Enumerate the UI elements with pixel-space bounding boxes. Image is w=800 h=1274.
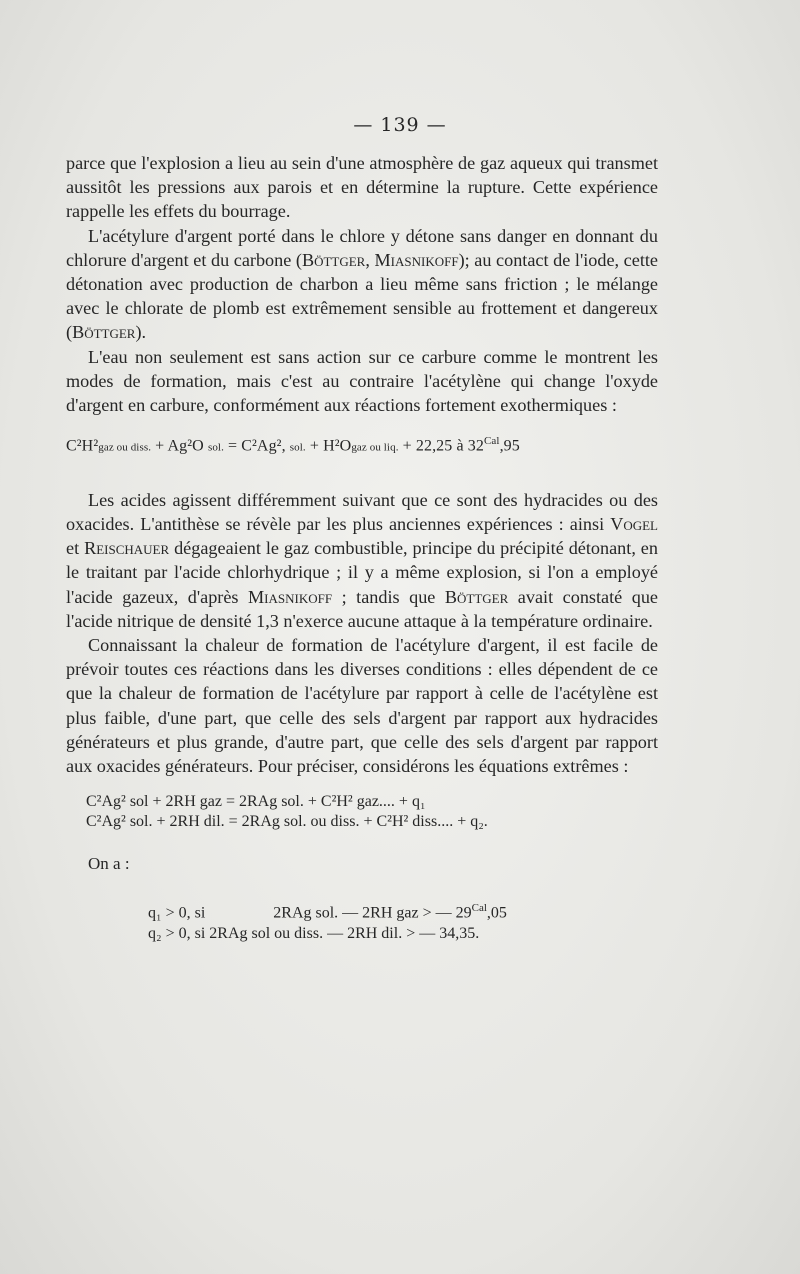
text-run: , bbox=[365, 249, 375, 270]
formula: C²H² bbox=[66, 437, 99, 455]
heat-value: + 22,25 à 32 bbox=[398, 437, 484, 455]
condition-q2: q₂ > 0, si 2RAg sol ou diss. — 2RH dil. > — 34,35. bbox=[148, 924, 480, 942]
paragraph-chlore bbox=[66, 224, 658, 345]
text-run: ); au contact de l'iode, cette détonation avec production de charbon a lieu même sans friction ; le mélange avec le chlorate de plomb est extrêmement sensible au frottement et dangereux ( bbox=[66, 249, 658, 343]
on-a-label: On a : bbox=[88, 854, 130, 874]
paragraph-explosion: parce que l'explosion a lieu au sein d'une atmosphère de gaz aqueux qui transmet aussitôt les pressions aux parois et en détermine la rupture. Cette expérience rappelle les effets du bourrage. bbox=[66, 153, 658, 222]
author-name: Miasnikoff bbox=[374, 249, 459, 270]
text-run: dégageaient le gaz combustible, principe du précipité détonant, en le traitant par l'acide chlorhydrique ; il y a même explosion, si l'on a employé l'acide gazeux, d'après bbox=[66, 538, 658, 607]
text-run: Les acides agissent différemment suivant que ce sont des hydracides ou des oxacides. L'antithèse se révèle par les plus anciennes expériences : ainsi bbox=[66, 489, 658, 534]
heat-unit: Cal bbox=[483, 435, 500, 448]
author-name: Böttger bbox=[444, 586, 509, 607]
extreme-equations bbox=[86, 792, 658, 832]
author-name: Böttger bbox=[301, 249, 366, 270]
heat-value: ,95 bbox=[499, 437, 520, 455]
state-label: sol. bbox=[289, 441, 306, 454]
author-name: Reischauer bbox=[84, 538, 170, 559]
formula: + Ag²O bbox=[151, 437, 208, 455]
body-text bbox=[66, 151, 658, 944]
paragraph-acides bbox=[66, 488, 658, 633]
condition-q1 bbox=[148, 898, 658, 923]
formula: + H²O bbox=[305, 437, 352, 455]
page-number: — 139 — bbox=[353, 114, 447, 136]
author-name: Vogel bbox=[610, 513, 658, 534]
formula: = C²Ag², bbox=[223, 437, 290, 455]
author-name: Miasnikoff bbox=[248, 586, 333, 607]
text-run: et bbox=[66, 538, 85, 559]
text-run: ). bbox=[135, 322, 147, 343]
state-label: gaz ou diss. bbox=[98, 441, 152, 454]
author-name: Böttger bbox=[72, 322, 136, 343]
reaction-equation bbox=[66, 429, 658, 460]
text-run: avait constaté que l'acide nitrique de densité 1,3 n'exerce aucune attaque à la température ordinaire. bbox=[66, 586, 659, 631]
equation-gaz: C²Ag² sol + 2RH gaz = 2RAg sol. + C²H² gaz.... + q₁ bbox=[86, 793, 426, 811]
condition-end: ,05 bbox=[486, 904, 507, 922]
state-label: sol. bbox=[207, 441, 224, 454]
equation-dil: C²Ag² sol. + 2RH dil. = 2RAg sol. ou diss. + C²H² diss.... + q₂. bbox=[86, 813, 488, 831]
condition-right: 2RAg sol. — 2RH gaz > — 29 bbox=[273, 904, 472, 922]
paragraph-eau: L'eau non seulement est sans action sur ce carbure comme le montrent les modes de formation, mais c'est au contraire l'acétylène qui change l'oxyde d'argent en carbure, conformément aux réactions fortement exothermiques : bbox=[66, 346, 658, 416]
paragraph-chaleur: Connaissant la chaleur de formation de l'acétylure d'argent, il est facile de prévoir toutes ces réactions dans les diverses conditions : elles dépendent de ce que la chaleur de formation de l'acétylure par rapport à celle de l'acétylène est plus faible, d'une part, que celle des sels d'argent par rapport aux hydracides générateurs et plus grande, d'autre part, que celle des sels d'argent par rapport aux oxacides générateurs. Pour préciser, considérons les équations extrêmes : bbox=[66, 634, 658, 776]
state-label: gaz ou liq. bbox=[351, 441, 399, 454]
conditions bbox=[148, 898, 658, 943]
condition-left: q₁ > 0, si bbox=[148, 904, 206, 922]
heat-unit: Cal bbox=[471, 902, 487, 915]
text-run: ; tandis que bbox=[332, 586, 445, 607]
text-run: L'acétylure d'argent porté dans le chlore y détone sans danger en donnant du chlorure d'argent et du carbone ( bbox=[66, 225, 658, 270]
